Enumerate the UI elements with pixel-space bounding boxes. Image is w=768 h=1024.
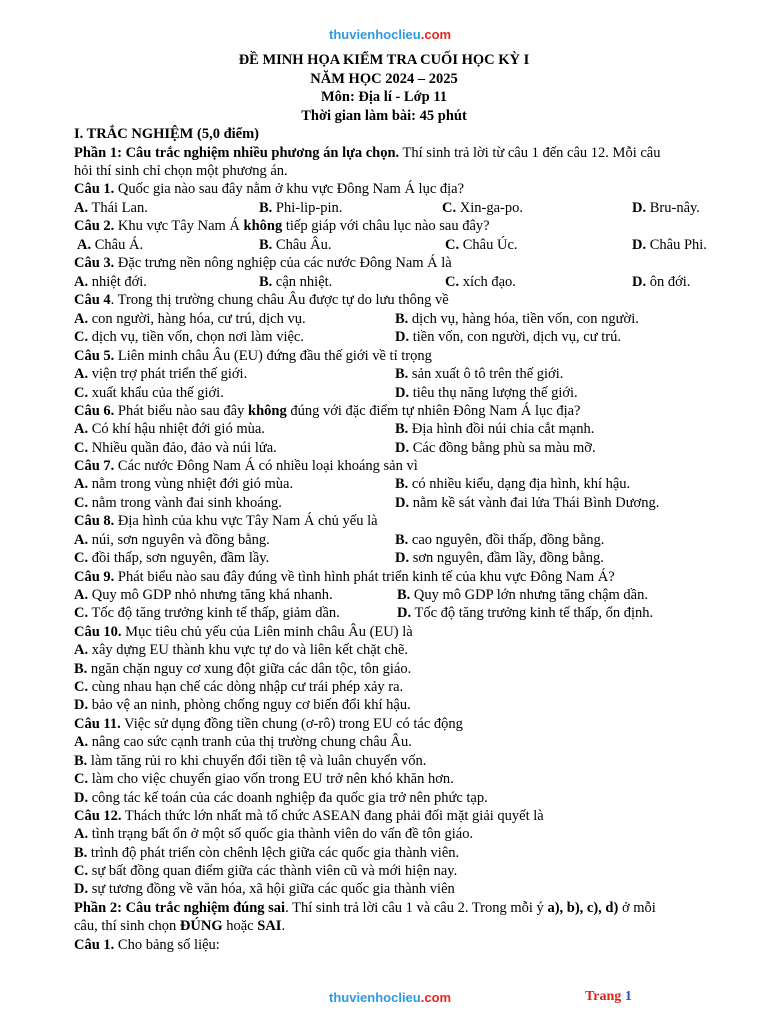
question-2: Câu 2. Khu vực Tây Nam Á không tiếp giáp với châu lục nào sau đây? xyxy=(74,218,490,234)
q3-option-b: B. cận nhiệt. xyxy=(259,274,333,290)
q11-option-a: A. nâng cao sức cạnh tranh của thị trường chung châu Âu. xyxy=(74,734,412,750)
q11-option-b: B. làm tăng rủi ro khi chuyển đổi tiền tệ và luân chuyển vốn. xyxy=(74,753,427,769)
q11-option-c: C. làm cho việc chuyển giao vốn trong EU trở nên khó khăn hơn. xyxy=(74,771,454,787)
q3-option-d: D. ôn đới. xyxy=(632,274,691,290)
q5-option-a: A. viện trợ phát triển thế giới. xyxy=(74,366,248,382)
q10-option-a: A. xây dựng EU thành khu vực tự do và liên kết chặt chẽ. xyxy=(74,642,409,658)
q1-option-d: D. Bru-nây. xyxy=(632,200,700,216)
q5-option-b: B. sản xuất ô tô trên thế giới. xyxy=(395,366,564,382)
time-limit: Thời gian làm bài: 45 phút xyxy=(301,108,467,124)
site-name: thuvienhoclieu xyxy=(329,990,421,1005)
part2-instruction: Phần 2: Câu trắc nghiệm đúng sai. Thí sinh trả lời câu 1 và câu 2. Trong mỗi ý a), b), c), d) ở mỗi xyxy=(74,900,656,916)
q2-option-b: B. Châu Âu. xyxy=(259,237,332,253)
q5-option-d: D. tiêu thụ năng lượng thế giới. xyxy=(395,385,578,401)
question-6: Câu 6. Phát biểu nào sau đây không đúng với đặc điểm tự nhiên Đông Nam Á lục địa? xyxy=(74,403,581,419)
part2-instruction-cont: câu, thí sinh chọn ĐÚNG hoặc SAI. xyxy=(74,918,286,934)
q7-option-d: D. nằm kề sát vành đai lửa Thái Bình Dương. xyxy=(395,495,660,511)
q9-option-a: A. Quy mô GDP nhỏ nhưng tăng khá nhanh. xyxy=(74,587,333,603)
question-12: Câu 12. Thách thức lớn nhất mà tổ chức ASEAN đang phải đối mặt giải quyết là xyxy=(74,808,544,824)
q8-option-a: A. núi, sơn nguyên và đồng bằng. xyxy=(74,532,270,548)
q4-option-d: D. tiền vốn, con người, dịch vụ, cư trú. xyxy=(395,329,621,345)
q12-option-d: D. sự tương đồng về văn hóa, xã hội giữa các quốc gia thành viên xyxy=(74,881,455,897)
site-domain: .com xyxy=(420,27,452,42)
q3-option-c: C. xích đạo. xyxy=(445,274,516,290)
question-7: Câu 7. Các nước Đông Nam Á có nhiều loại khoáng sản vì xyxy=(74,458,418,474)
exam-title: ĐỀ MINH HỌA KIỂM TRA CUỐI HỌC KỲ I xyxy=(238,52,530,68)
q8-option-c: C. đồi thấp, sơn nguyên, đầm lầy. xyxy=(74,550,270,566)
q2-option-d: D. Châu Phi. xyxy=(632,237,707,253)
q7-option-a: A. nằm trong vùng nhiệt đới gió mùa. xyxy=(74,476,294,492)
q2-option-a: A. Châu Á. xyxy=(77,237,144,253)
q4-option-c: C. dịch vụ, tiền vốn, chọn nơi làm việc. xyxy=(74,329,304,345)
q7-option-b: B. có nhiều kiểu, dạng địa hình, khí hậu. xyxy=(395,476,631,492)
site-link-top[interactable] xyxy=(329,27,451,42)
q5-option-c: C. xuất khẩu của thế giới. xyxy=(74,385,224,401)
question-1: Câu 1. Quốc gia nào sau đây nằm ở khu vực Đông Nam Á lục địa? xyxy=(74,181,465,197)
q6-option-b: B. Địa hình đồi núi chia cắt mạnh. xyxy=(395,421,595,437)
q4-option-b: B. dịch vụ, hàng hóa, tiền vốn, con người. xyxy=(395,311,639,327)
q6-option-d: D. Các đồng bằng phù sa màu mỡ. xyxy=(395,440,596,456)
section-heading: I. TRẮC NGHIỆM (5,0 điểm) xyxy=(74,126,260,142)
q9-option-d: D. Tốc độ tăng trưởng kinh tế thấp, ổn định. xyxy=(397,605,654,621)
q1-option-a: A. Thái Lan. xyxy=(74,200,148,216)
q6-option-c: C. Nhiều quần đảo, đảo và núi lửa. xyxy=(74,440,277,456)
q12-option-b: B. trình độ phát triển còn chênh lệch giữa các quốc gia thành viên. xyxy=(74,845,460,861)
q8-option-d: D. sơn nguyên, đầm lầy, đồng bằng. xyxy=(395,550,604,566)
site-domain: .com xyxy=(420,990,452,1005)
site-name: thuvienhoclieu xyxy=(329,27,421,42)
q1-option-b: B. Phi-lip-pin. xyxy=(259,200,343,216)
q12-option-c: C. sự bất đồng quan điểm giữa các thành viên cũ và mới hiện nay. xyxy=(74,863,458,879)
q10-option-b: B. ngăn chặn nguy cơ xung đột giữa các dân tộc, tôn giáo. xyxy=(74,661,412,677)
q4-option-a: A. con người, hàng hóa, cư trú, dịch vụ. xyxy=(74,311,306,327)
q12-option-a: A. tình trạng bất ổn ở một số quốc gia thành viên do vấn đề tôn giáo. xyxy=(74,826,474,842)
q3-option-a: A. nhiệt đới. xyxy=(74,274,147,290)
subject: Môn: Địa lí - Lớp 11 xyxy=(320,89,448,105)
question-8: Câu 8. Địa hình của khu vực Tây Nam Á chủ yếu là xyxy=(74,513,378,529)
part1-instruction-cont: hỏi thí sinh chỉ chọn một phương án. xyxy=(74,163,288,179)
question-3: Câu 3. Đặc trưng nền nông nghiệp của các nước Đông Nam Á là xyxy=(74,255,452,271)
q10-option-d: D. bảo vệ an ninh, phòng chống nguy cơ biến đổi khí hậu. xyxy=(74,697,411,713)
q8-option-b: B. cao nguyên, đồi thấp, đồng bằng. xyxy=(395,532,605,548)
question-4: Câu 4. Trong thị trường chung châu Âu được tự do lưu thông về xyxy=(74,292,449,308)
q9-option-c: C. Tốc độ tăng trưởng kinh tế thấp, giảm dần. xyxy=(74,605,340,621)
question-11: Câu 11. Việc sử dụng đồng tiền chung (ơ-rô) trong EU có tác động xyxy=(74,716,463,732)
part1-instruction: Phần 1: Câu trắc nghiệm nhiều phương án lựa chọn. Thí sinh trả lời từ câu 1 đến câu 12. Mỗi câu xyxy=(74,145,661,161)
question-5: Câu 5. Liên minh châu Âu (EU) đứng đầu thế giới về tỉ trọng xyxy=(74,348,432,364)
page-number: Trang 1 xyxy=(585,989,632,1004)
q10-option-c: C. cùng nhau hạn chế các dòng nhập cư trái phép xảy ra. xyxy=(74,679,404,695)
part2-question-1: Câu 1. Cho bảng số liệu: xyxy=(74,937,220,953)
question-10: Câu 10. Mục tiêu chủ yếu của Liên minh châu Âu (EU) là xyxy=(74,624,413,640)
q6-option-a: A. Có khí hậu nhiệt đới gió mùa. xyxy=(74,421,265,437)
school-year: NĂM HỌC 2024 – 2025 xyxy=(310,71,458,87)
q11-option-d: D. công tác kế toán của các doanh nghiệp đa quốc gia trở nên phức tạp. xyxy=(74,790,488,806)
q1-option-c: C. Xin-ga-po. xyxy=(442,200,523,216)
question-9: Câu 9. Phát biểu nào sau đây đúng về tình hình phát triển kinh tế của khu vực Đông Nam Á? xyxy=(74,569,615,585)
q2-option-c: C. Châu Úc. xyxy=(445,237,518,253)
site-link-bottom[interactable] xyxy=(329,990,451,1005)
q7-option-c: C. nằm trong vành đai sinh khoáng. xyxy=(74,495,282,511)
q9-option-b: B. Quy mô GDP lớn nhưng tăng chậm dần. xyxy=(397,587,648,603)
